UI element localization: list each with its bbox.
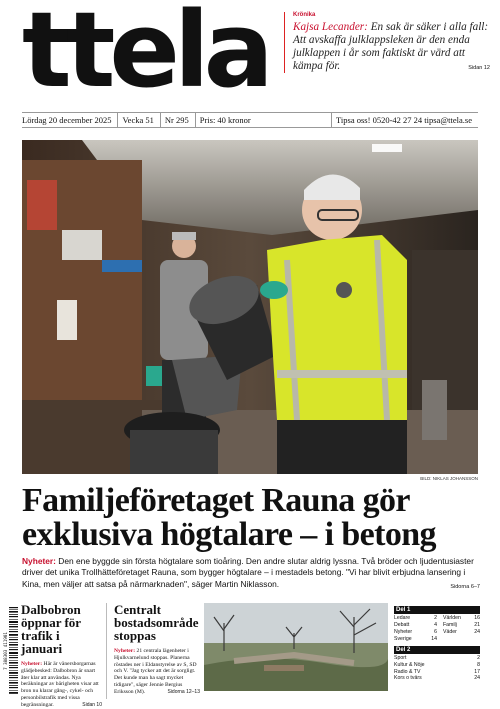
index-item[interactable]: Radio & TV [394, 668, 421, 675]
index-del2-list [394, 655, 480, 682]
index-section-title: Del 2 [394, 646, 480, 654]
index-page: 21 [474, 622, 480, 628]
story-text [114, 648, 200, 696]
index-item[interactable]: Väder [443, 629, 457, 635]
teaser-text [293, 21, 490, 73]
story-title: Dalbobron öppnar för trafik i januari [21, 602, 81, 656]
issue-info-bar [22, 112, 478, 128]
masthead [22, 0, 492, 111]
issue-number: Nr 295 [160, 113, 195, 127]
barcode [2, 603, 18, 699]
photo-credit: BILD: NIKLAS JOHANSSON [420, 476, 478, 481]
index-page: 17 [474, 668, 480, 675]
index-page: 6 [434, 629, 437, 635]
main-lead [22, 556, 480, 593]
story-text [21, 661, 102, 709]
index-item[interactable]: Kultur & Nöje [394, 661, 425, 668]
story-page-ref: Sidorna 12–13 [167, 688, 200, 695]
story-bostadsomrade[interactable] [114, 603, 200, 699]
issue-date: Lördag 20 december 2025 [22, 115, 112, 125]
barcode-graphic [2, 603, 18, 699]
story-photo[interactable] [204, 603, 388, 691]
lead-text: Den ene byggde sin första högtalare som tioåring. Den andre slutar aldrig lyssna. Två bröder och ljudentusiaster driver det unika Trollhätteföretaget Rauna, som bygger högtalare – i mestadels betong. "Vi har blivit erbjudna lansering i Kina, men väljer att satsa på närmarknaden", säger Martin Niklasson. [22, 556, 474, 589]
index-item[interactable]: Familj [443, 622, 457, 628]
teaser-author: Kajsa Lecander: [293, 21, 368, 33]
index-page: 2 [434, 615, 437, 621]
story-dalbobron[interactable] [21, 602, 107, 708]
index-page: 8 [477, 661, 480, 668]
index-item[interactable]: Sport [394, 655, 407, 661]
barcode-digits: 7 388303 411901 [3, 632, 8, 670]
lead-kicker: Nyheter: [22, 556, 56, 566]
main-photo[interactable] [22, 140, 478, 474]
index-page: 4 [434, 622, 437, 628]
issue-week: Vecka 51 [117, 113, 159, 127]
index-item[interactable]: Nyheter [394, 629, 413, 635]
contents-index [394, 606, 480, 682]
index-del1-list [394, 615, 480, 643]
ttela-logo[interactable]: ttela [22, 0, 268, 111]
workshop-photo-illustration [22, 140, 478, 474]
teaser-kicker: Krönika [293, 12, 316, 18]
index-page: 24 [474, 675, 480, 682]
index-section-title: Del 1 [394, 606, 480, 614]
park-photo-illustration [204, 603, 388, 691]
column-teaser[interactable] [284, 12, 490, 73]
story-kicker: Nyheter: [114, 648, 136, 654]
issue-price: Pris: 40 kronor [195, 113, 257, 127]
news-tip-contact[interactable]: Tipsa oss! 0520-42 27 24 tipsa@ttela.se [331, 113, 478, 127]
index-page: 16 [474, 615, 480, 621]
main-headline[interactable]: Familjeföretaget Rauna gör exklusiva högtalare – i betong [22, 482, 436, 553]
teaser-page-ref: Sidan 12 [468, 65, 490, 71]
index-item[interactable]: Kors o tvärs [394, 675, 422, 682]
index-page: 2 [477, 655, 480, 661]
story-body: Här är vänersborgarnas glädjebesked: Dalbobron är snart åter klar att användas. Nya beräkningar av bärigheten visar att bron nu klarar gång-, cykel- och personbilstrafik med vissa begränsningar. [21, 661, 99, 708]
index-item[interactable]: Debatt [394, 622, 410, 628]
story-page-ref: Sidan 10 [82, 701, 102, 708]
index-item[interactable]: Sverige [394, 636, 412, 642]
index-page: 14 [431, 636, 437, 642]
teaser-body: En sak är säker i alla fall: Att avskaffa julklappsleken är den enda julklappen i år som faktiskt är värd att kämpa för. [293, 21, 489, 72]
story-title: Centralt bostadsområde stoppas [114, 602, 199, 643]
index-item[interactable]: Ledare [394, 615, 411, 621]
story-body: 21 centrala lägenheter i Hjulkvarnelund stoppas. Planerna röstades ner i Eldanstyrelse av S, SD och V. "Jag tycker att det är sorgligt. Det kunde man ha sagt mycket tidigare", säger Jennie Bergius Eriksson (M). [114, 648, 197, 695]
story-kicker: Nyheter: [21, 661, 43, 667]
index-page: 24 [474, 629, 480, 635]
index-item[interactable]: Världen [443, 615, 461, 621]
lead-page-ref: Sidorna 6–7 [450, 583, 480, 590]
